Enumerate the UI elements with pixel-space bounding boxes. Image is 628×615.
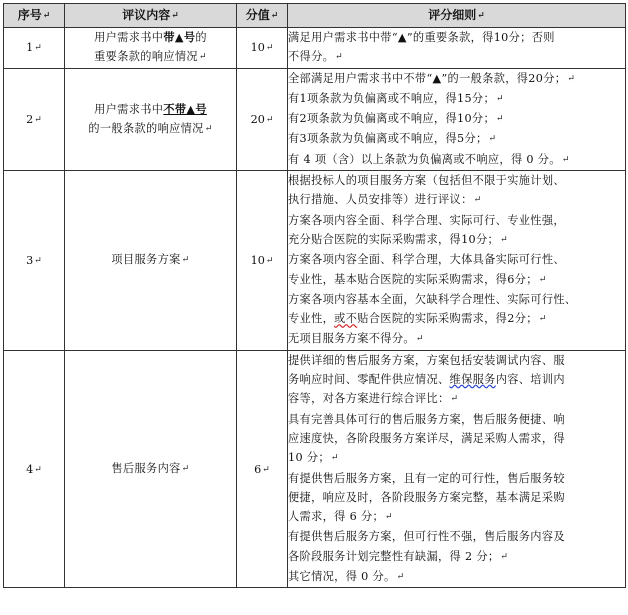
detail-line — [288, 171, 625, 190]
emphasis-text: 带▲号 — [163, 30, 196, 44]
text-segment: 10 分； — [288, 451, 330, 465]
paragraph-mark: ↵ — [500, 551, 509, 562]
detail-line — [288, 309, 625, 329]
paragraph-mark: ↵ — [496, 114, 504, 125]
paragraph-mark: ↵ — [335, 52, 344, 63]
text-segment: 用户需求书中 — [94, 102, 164, 116]
paragraph-mark: ↵ — [181, 255, 190, 266]
text-segment: 满足用户需求书中带“▲”的重要条款，得10分；否则 — [288, 31, 555, 44]
text-segment: 专业性， — [288, 312, 335, 326]
row-detail — [288, 350, 626, 588]
row-seq: 1↵ — [4, 28, 65, 69]
text-segment: 充分贴合医院的实际采购需求，得10分； — [288, 232, 500, 246]
detail-line — [288, 28, 625, 47]
text-segment: 有1项条款为负偏离或不响应，得15分； — [288, 91, 496, 105]
emphasis-text: 维保服务 — [449, 373, 496, 387]
paragraph-mark: ↵ — [450, 394, 459, 405]
paragraph-mark: ↵ — [34, 464, 42, 475]
text-segment: 提供详细的售后服务方案，方案包括安装调试内容、服 — [288, 353, 565, 367]
row-seq: 3↵ — [4, 171, 65, 351]
detail-line — [288, 270, 625, 290]
text-segment: 售后服务内容 — [111, 461, 181, 475]
text-segment: 不得分。 — [288, 50, 335, 64]
row-content — [65, 350, 237, 588]
text-segment: 内容、培训内 — [495, 373, 565, 387]
text-segment: 全部满足用户需求书中不带“▲”的一般条款，得20分； — [288, 71, 567, 85]
paragraph-mark: ↵ — [34, 255, 42, 266]
text-segment: 有3项条款为负偏离或不响应，得5分； — [288, 132, 488, 146]
detail-line — [288, 507, 625, 527]
content-line — [65, 250, 236, 270]
paragraph-mark: ↵ — [538, 314, 547, 325]
row-detail — [288, 68, 626, 170]
detail-line — [288, 567, 625, 587]
paragraph-mark: ↵ — [538, 274, 547, 285]
detail-line — [288, 211, 625, 230]
text-segment: 执行措施、人员安排等）进行评议： — [288, 193, 473, 207]
header-detail: 评分细则↵ — [288, 4, 626, 28]
text-segment: 的 — [195, 31, 207, 44]
text-segment: 有提供售后服务方案，但可行性不强，售后服务内容及 — [288, 530, 565, 544]
detail-line — [288, 370, 625, 389]
detail-line — [288, 351, 625, 370]
detail-line — [288, 389, 625, 409]
text-segment: 方案各项内容基本全面，欠缺科学合理性、实际可行性、 — [288, 292, 577, 306]
detail-line — [288, 410, 625, 429]
paragraph-mark: ↵ — [415, 334, 424, 345]
text-segment: 专业性，基本贴合医院的实际采购需求，得6分； — [288, 272, 538, 286]
paragraph-mark: ↵ — [181, 463, 190, 474]
text-segment: 项目服务方案 — [111, 253, 181, 267]
header-content: 评议内容↵ — [65, 4, 237, 28]
detail-line — [288, 190, 625, 210]
detail-line — [288, 469, 625, 488]
row-score: 10↵ — [237, 28, 288, 69]
detail-line — [288, 429, 625, 448]
detail-line — [288, 250, 625, 269]
text-segment: 用户需求书中 — [94, 31, 164, 44]
row-content — [65, 171, 237, 351]
paragraph-mark: ↵ — [500, 234, 508, 245]
text-segment: 各阶段服务计划完整性有缺漏，得 2 分； — [288, 549, 500, 563]
row-detail — [288, 171, 626, 351]
paragraph-mark: ↵ — [262, 464, 270, 475]
text-segment: 应速度快，各阶段服务方案详尽，满足采购人需求，得 — [288, 431, 565, 445]
row-score: 20↵ — [237, 68, 288, 170]
table-row — [4, 68, 626, 170]
paragraph-mark: ↵ — [34, 43, 42, 54]
content-line — [65, 459, 236, 479]
text-segment: 有提供售后服务方案，且有一定的可行性，售后服务较 — [288, 471, 565, 485]
detail-line — [288, 109, 625, 129]
scoring-table — [3, 3, 626, 588]
text-segment: 务响应时间、零配件供应情况、 — [288, 373, 450, 387]
paragraph-mark: ↵ — [265, 43, 274, 54]
emphasis-text: 不带▲号 — [163, 101, 207, 116]
paragraph-mark: ↵ — [198, 52, 207, 63]
text-segment: 贴合医院的实际采购需求，得2分； — [357, 312, 538, 326]
row-seq: 2↵ — [4, 68, 65, 170]
paragraph-mark: ↵ — [473, 195, 482, 206]
row-score: 6↵ — [237, 350, 288, 588]
detail-line — [288, 89, 625, 109]
text-segment: 具有完善具体可行的售后服务方案，售后服务便捷、响 — [288, 412, 565, 426]
detail-line — [288, 329, 625, 349]
detail-line — [288, 527, 625, 546]
text-segment: 容等，对各方案进行综合评比： — [288, 392, 450, 406]
emphasis-text: 或不 — [334, 312, 358, 326]
table-body — [4, 28, 626, 588]
detail-line — [288, 290, 625, 309]
paragraph-mark: ↵ — [265, 255, 274, 266]
row-content — [65, 68, 237, 170]
text-segment: 其它情况，得 0 分。 — [288, 570, 396, 584]
row-seq: 4↵ — [4, 350, 65, 588]
detail-line — [288, 69, 625, 89]
text-segment: 无项目服务方案不得分。 — [288, 332, 415, 346]
header-seq: 序号↵ — [4, 4, 65, 28]
row-detail — [288, 28, 626, 69]
paragraph-mark: ↵ — [396, 572, 405, 583]
content-line — [65, 100, 236, 119]
text-segment: 方案各项内容全面、科学合理、实际可行、专业性强， — [288, 213, 565, 227]
content-line — [65, 47, 236, 67]
text-segment: 的一般条款的响应情况 — [88, 121, 204, 135]
detail-line — [288, 47, 625, 67]
text-segment: 有 4 项（含）以上条款为负偏离或不响应，得 0 分。 — [288, 152, 561, 166]
paragraph-mark: ↵ — [204, 123, 213, 134]
detail-line — [288, 547, 625, 567]
paragraph-mark: ↵ — [265, 114, 274, 125]
row-score: 10↵ — [237, 171, 288, 351]
detail-line — [288, 129, 625, 149]
paragraph-mark: ↵ — [330, 453, 339, 464]
paragraph-mark: ↵ — [567, 73, 576, 84]
table-row — [4, 350, 626, 588]
text-segment: 根据投标人的项目服务方案（包括但不限于实施计划、 — [288, 174, 565, 188]
row-content — [65, 28, 237, 69]
paragraph-mark: ↵ — [488, 134, 497, 145]
paragraph-mark: ↵ — [496, 93, 504, 104]
text-segment: 重要条款的响应情况 — [94, 50, 198, 64]
table-row — [4, 171, 626, 351]
paragraph-mark: ↵ — [385, 512, 393, 523]
paragraph-mark: ↵ — [34, 114, 42, 125]
text-segment: 方案各项内容全面、科学合理，大体具备实际可行性、 — [288, 253, 565, 267]
table-row — [4, 28, 626, 69]
detail-line — [288, 230, 625, 250]
detail-line — [288, 488, 625, 507]
text-segment: 便捷，响应及时，各阶段服务方案完整，基本满足采购 — [288, 490, 565, 504]
detail-line — [288, 150, 625, 170]
text-segment: 有2项条款为负偏离或不响应，得10分； — [288, 112, 496, 126]
content-line — [65, 28, 236, 47]
header-row — [4, 4, 626, 28]
header-score: 分值↵ — [237, 4, 288, 28]
paragraph-mark: ↵ — [561, 154, 570, 165]
detail-line — [288, 448, 625, 468]
content-line — [65, 119, 236, 139]
text-segment: 人需求，得 6 分； — [288, 510, 385, 524]
